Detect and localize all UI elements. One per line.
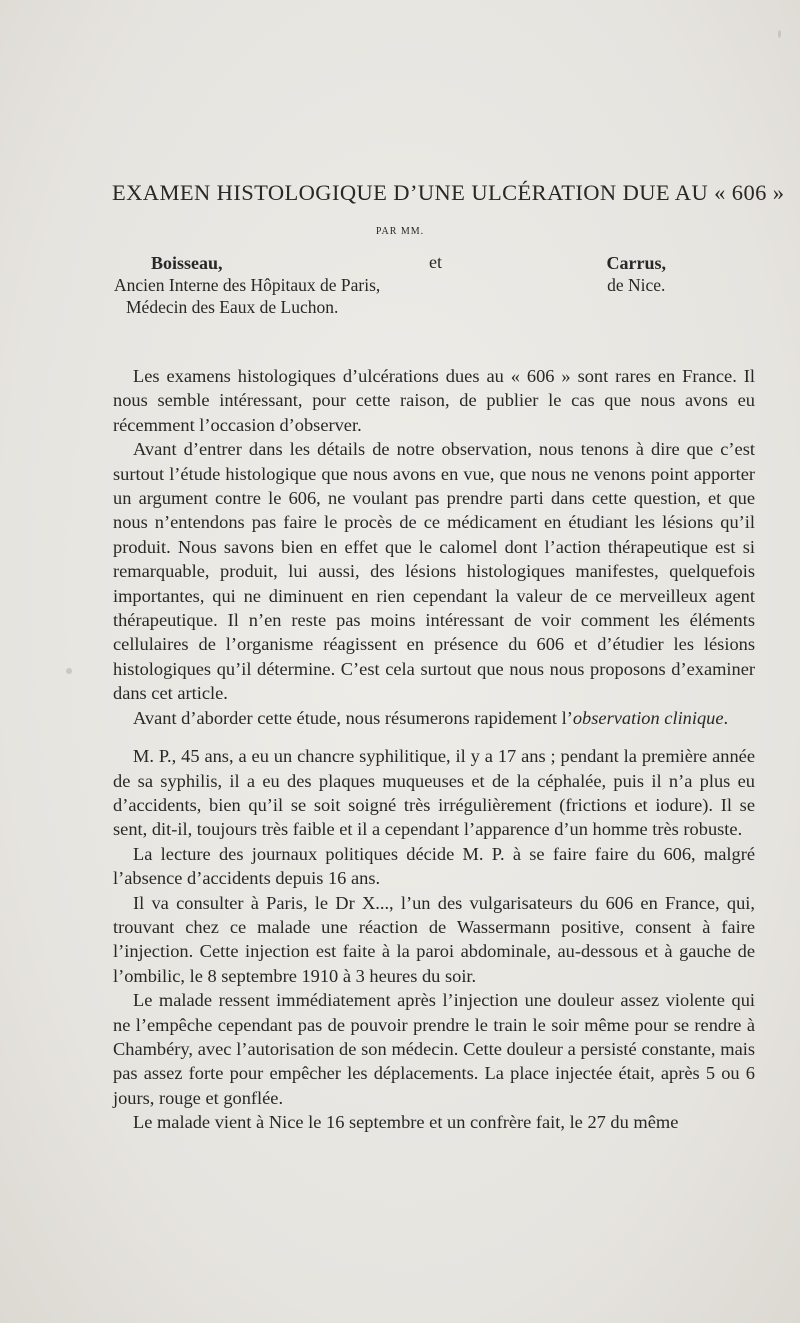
- paper-speck: [778, 30, 781, 38]
- par-mm-label: PAR MM.: [375, 226, 425, 237]
- author-affiliation: Médecin des Eaux de Luchon.: [126, 297, 339, 317]
- author-conjunction: et: [429, 252, 442, 272]
- paragraph: [113, 706, 755, 730]
- paragraph-text: .: [723, 707, 729, 728]
- paragraph-text: Avant d’aborder cette étude, nous résumerons rapidement l’: [133, 707, 573, 728]
- paragraph: Avant d’entrer dans les détails de notre observation, nous tenons à dire que c’est surtout l’étude histologique que nous avons en vue, que nous ne venons point apporter un argument contre le 606, ne voulant pas prendre parti dans cette question, et que nous n’entendons pas faire le procès de ce médicament en étudiant les lésions qu’il produit. Nous savons bien en effet que le calomel dont l’action thérapeutique est si remarquable, produit, lui aussi, des lésions histologiques manifestes, quelquefois importantes, qui ne diminuent en rien cependant la valeur de ce merveilleux agent thérapeutique. Il n’en reste pas moins intéressant de voir comment les éléments cellulaires de l’organisme réagissent en présence du 606 et d’étudier les lésions histologiques qu’il détermine. C’est cela surtout que nous nous proposons d’examiner dans cet article.: [113, 439, 755, 704]
- paragraph: Le malade vient à Nice le 16 septembre et un confrère fait, le 27 du même: [133, 1112, 679, 1133]
- paragraph: Il va consulter à Paris, le Dr X..., l’un des vulgarisateurs du 606 en France, qui, trouvant chez ce malade une réaction de Wassermann positive, consent à faire l’injection. Cette injection est faite à la paroi abdominale, au-dessous et à gauche de l’ombilic, le 8 septembre 1910 à 3 heures du soir.: [113, 892, 755, 986]
- author-carrus: [607, 252, 667, 296]
- emphasis-text: observation clinique: [572, 707, 724, 728]
- paragraph: La lecture des journaux politiques décide M. P. à se faire faire du 606, malgré l’absence d’accidents depuis 16 ans.: [113, 843, 755, 889]
- paragraph: M. P., 45 ans, a eu un chancre syphilitique, il y a 17 ans ; pendant la première année de sa syphilis, il a eu des plaques muqueuses et de la céphalée, puis il n’a plus eu d’accidents, bien qu’il se soit soigné très irrégulièrement (frictions et iodure). Il se sent, dit-il, toujours très faible et il a cependant l’apparence d’un homme très robuste.: [113, 746, 755, 840]
- paragraph: Les examens histologiques d’ulcérations dues au « 606 » sont rares en France. Il nous semble intéressant, pour cette raison, de publier le cas que nous avons eu récemment l’occasion d’observer.: [113, 366, 755, 435]
- author-affiliation: de Nice.: [607, 275, 666, 295]
- article-body: [113, 364, 755, 1135]
- paragraph: Le malade ressent immédiatement après l’injection une douleur assez violente qui ne l’empêche cependant pas de pouvoir prendre le train le soir même pour se rendre à Chambéry, avec l’autorisation de son médecin. Cette douleur a persisté constante, mais pas assez forte pour empêcher les déplacements. La place injectée était, après 5 ou 6 jours, rouge et gonflée.: [113, 990, 755, 1108]
- author-name: Boisseau,: [151, 253, 223, 273]
- author-boisseau: [114, 252, 380, 318]
- article-title: EXAMEN HISTOLOGIQUE D’UNE ULCÉRATION DUE AU « 606 »: [112, 180, 785, 205]
- author-affiliation: Ancien Interne des Hôpitaux de Paris,: [114, 275, 381, 295]
- author-name: Carrus,: [606, 253, 666, 273]
- paper-speck: [66, 668, 72, 674]
